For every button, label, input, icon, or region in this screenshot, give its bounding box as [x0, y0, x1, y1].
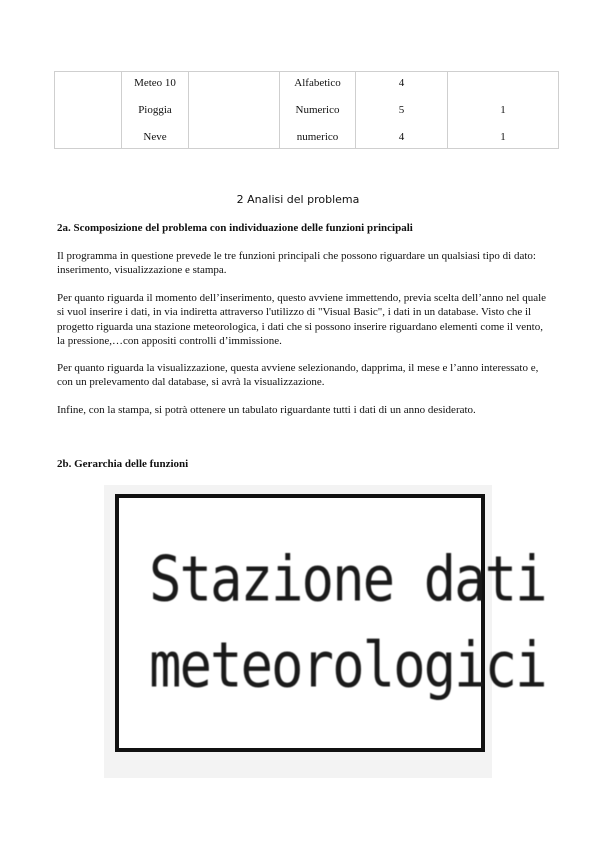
subsection-heading-2a: 2a. Scomposizione del problema con individuazione delle funzioni principali [57, 222, 413, 234]
cell-text: Numerico [295, 104, 340, 116]
cell-text: 4 [398, 131, 405, 143]
paragraph: Infine, con la stampa, si potrà ottenere un tabulato riguardante tutti i dati di un anno desiderato. [57, 404, 476, 416]
data-table [54, 71, 559, 149]
table-row [55, 72, 559, 149]
cell-text: 4 [398, 77, 405, 89]
table-cell-empty [189, 72, 280, 149]
section-title: 2 Analisi del problema [236, 193, 360, 206]
subsection-heading-2b: 2b. Gerarchia delle funzioni [57, 458, 189, 470]
table-cell-type [280, 72, 356, 149]
paragraph: Il programma in questione prevede le tre funzioni principali che possono riguardare un qualsiasi tipo di dato: inserimento, visualizzazione e stampa. [57, 250, 536, 277]
cell-text [448, 72, 558, 99]
cell-text: numerico [296, 131, 339, 143]
table-cell-decimals [448, 72, 559, 149]
cell-text: 1 [500, 131, 506, 143]
cell-text: 1 [500, 104, 506, 116]
paragraph: Per quanto riguarda il momento dell’inserimento, questo avviene immettendo, previa scelta dell’anno nel quale si vuol inserire i dati, in via indiretta attraverso l'utilizzo di "Visual Basic", i dati in un database. Visto che il progetto riguarda una stazione meteorologica, i dati che si possono inserire riguardano elementi come il vento, la pressione,…con appositi controlli d’immissione. [57, 292, 547, 347]
cell-text: Pioggia [138, 104, 172, 116]
diagram-box [115, 494, 546, 752]
diagram-label [149, 536, 546, 709]
cell-text: 5 [398, 104, 405, 116]
diagram-label-line: Stazione dati [149, 542, 546, 616]
table-cell-empty [55, 72, 122, 149]
cell-text: Meteo 10 [134, 77, 176, 89]
hierarchy-diagram-image [104, 485, 546, 778]
cell-text: Alfabetico [294, 77, 341, 89]
diagram-label-line: meteorologici [149, 629, 546, 702]
paragraph: Per quanto riguarda la visualizzazione, questa avviene selezionando, dapprima, il mese e l’anno interessato e, con un prelevamento dal database, si avrà la visualizzazione. [57, 362, 539, 389]
cell-text: Neve [143, 131, 167, 143]
table-cell-length [356, 72, 448, 149]
table-cell-name [122, 72, 189, 149]
